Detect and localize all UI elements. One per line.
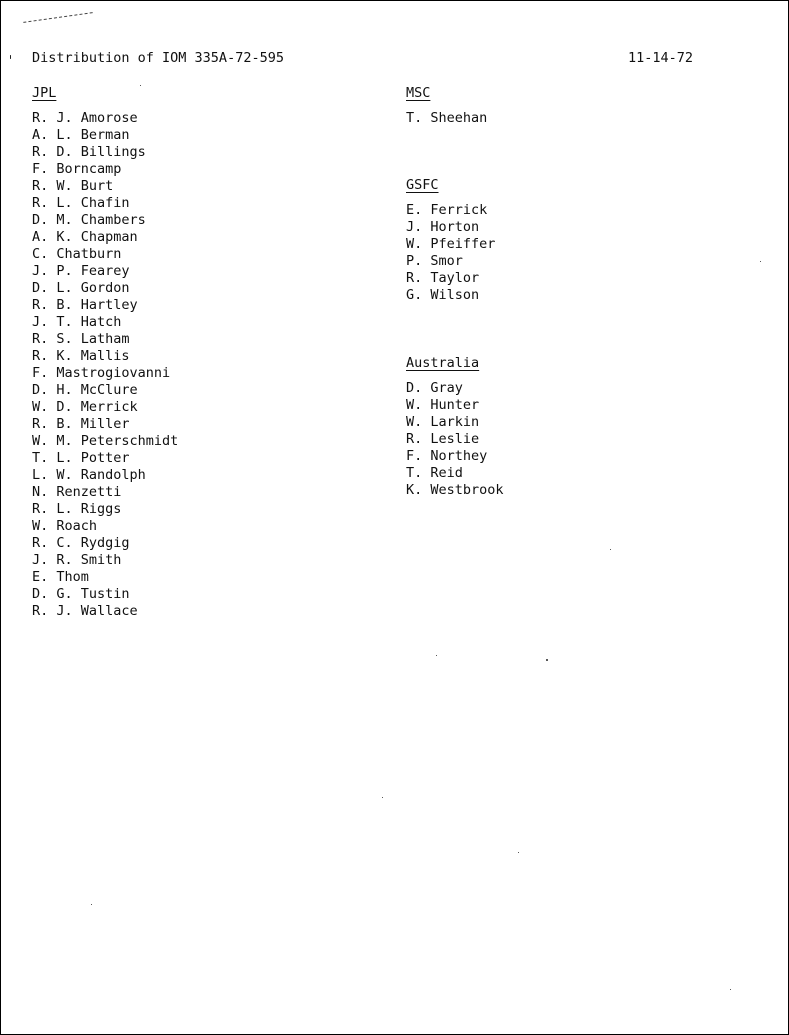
recipient-name: D. G. Tustin [32, 586, 130, 602]
recipient-name: R. J. Amorose [32, 110, 138, 126]
recipient-name: J. Horton [406, 219, 480, 235]
recipient-name: R. Leslie [406, 431, 480, 447]
distribution-group-jpl [32, 85, 178, 620]
distribution-group-msc [406, 85, 487, 127]
recipient-name: T. Reid [406, 465, 463, 481]
group-heading: GSFC [406, 177, 439, 193]
recipient-name: N. Renzetti [32, 484, 122, 500]
document-date: 11-14-72 [628, 50, 694, 66]
scan-speck [546, 659, 548, 661]
scan-speck [518, 852, 519, 853]
recipient-name: F. Mastrogiovanni [32, 365, 171, 381]
recipient-name: R. K. Mallis [32, 348, 130, 364]
recipient-name: G. Wilson [406, 287, 480, 303]
scan-mark [23, 12, 92, 23]
recipient-name: R. C. Rydgig [32, 535, 130, 551]
recipient-name: R. D. Billings [32, 144, 146, 160]
distribution-group-gsfc [406, 177, 495, 304]
document-title: Distribution of IOM 335A-72-595 [32, 50, 284, 66]
group-heading: Australia [406, 355, 480, 371]
scan-speck [91, 904, 92, 905]
recipient-name: J. T. Hatch [32, 314, 122, 330]
recipient-name: D. M. Chambers [32, 212, 146, 228]
group-heading: JPL [32, 85, 57, 101]
recipient-list [406, 110, 487, 127]
recipient-name: W. Hunter [406, 397, 480, 413]
recipient-list [32, 110, 178, 620]
recipient-name: C. Chatburn [32, 246, 122, 262]
recipient-name: R. L. Riggs [32, 501, 122, 517]
recipient-name: J. R. Smith [32, 552, 122, 568]
recipient-name: E. Ferrick [406, 202, 488, 218]
recipient-name: P. Smor [406, 253, 463, 269]
recipient-name: W. Larkin [406, 414, 480, 430]
group-heading: MSC [406, 85, 431, 101]
scan-speck [436, 655, 437, 656]
recipient-list [406, 380, 504, 499]
recipient-name: W. Pfeiffer [406, 236, 496, 252]
recipient-name: W. Roach [32, 518, 98, 534]
recipient-name: R. J. Wallace [32, 603, 138, 619]
recipient-name: D. Gray [406, 380, 463, 396]
recipient-name: T. Sheehan [406, 110, 488, 126]
recipient-name: F. Borncamp [32, 161, 122, 177]
recipient-name: T. L. Potter [32, 450, 130, 466]
scan-speck [610, 549, 611, 550]
scan-speck [382, 797, 383, 798]
recipient-name: E. Thom [32, 569, 89, 585]
recipient-name: J. P. Fearey [32, 263, 130, 279]
recipient-name: W. M. Peterschmidt [32, 433, 179, 449]
recipient-name: R. B. Hartley [32, 297, 138, 313]
recipient-name: K. Westbrook [406, 482, 504, 498]
distribution-group-australia [406, 355, 504, 499]
recipient-name: R. S. Latham [32, 331, 130, 347]
recipient-name: D. H. McClure [32, 382, 138, 398]
recipient-name: R. W. Burt [32, 178, 114, 194]
recipient-name: D. L. Gordon [32, 280, 130, 296]
recipient-name: R. Taylor [406, 270, 480, 286]
scan-speck [730, 989, 731, 990]
recipient-name: A. K. Chapman [32, 229, 138, 245]
recipient-name: R. L. Chafin [32, 195, 130, 211]
recipient-list [406, 202, 495, 304]
recipient-name: A. L. Berman [32, 127, 130, 143]
recipient-name: R. B. Miller [32, 416, 130, 432]
scan-speck [10, 55, 11, 59]
scan-speck [140, 85, 141, 86]
recipient-name: L. W. Randolph [32, 467, 146, 483]
scan-speck [760, 261, 761, 262]
recipient-name: F. Northey [406, 448, 488, 464]
recipient-name: W. D. Merrick [32, 399, 138, 415]
